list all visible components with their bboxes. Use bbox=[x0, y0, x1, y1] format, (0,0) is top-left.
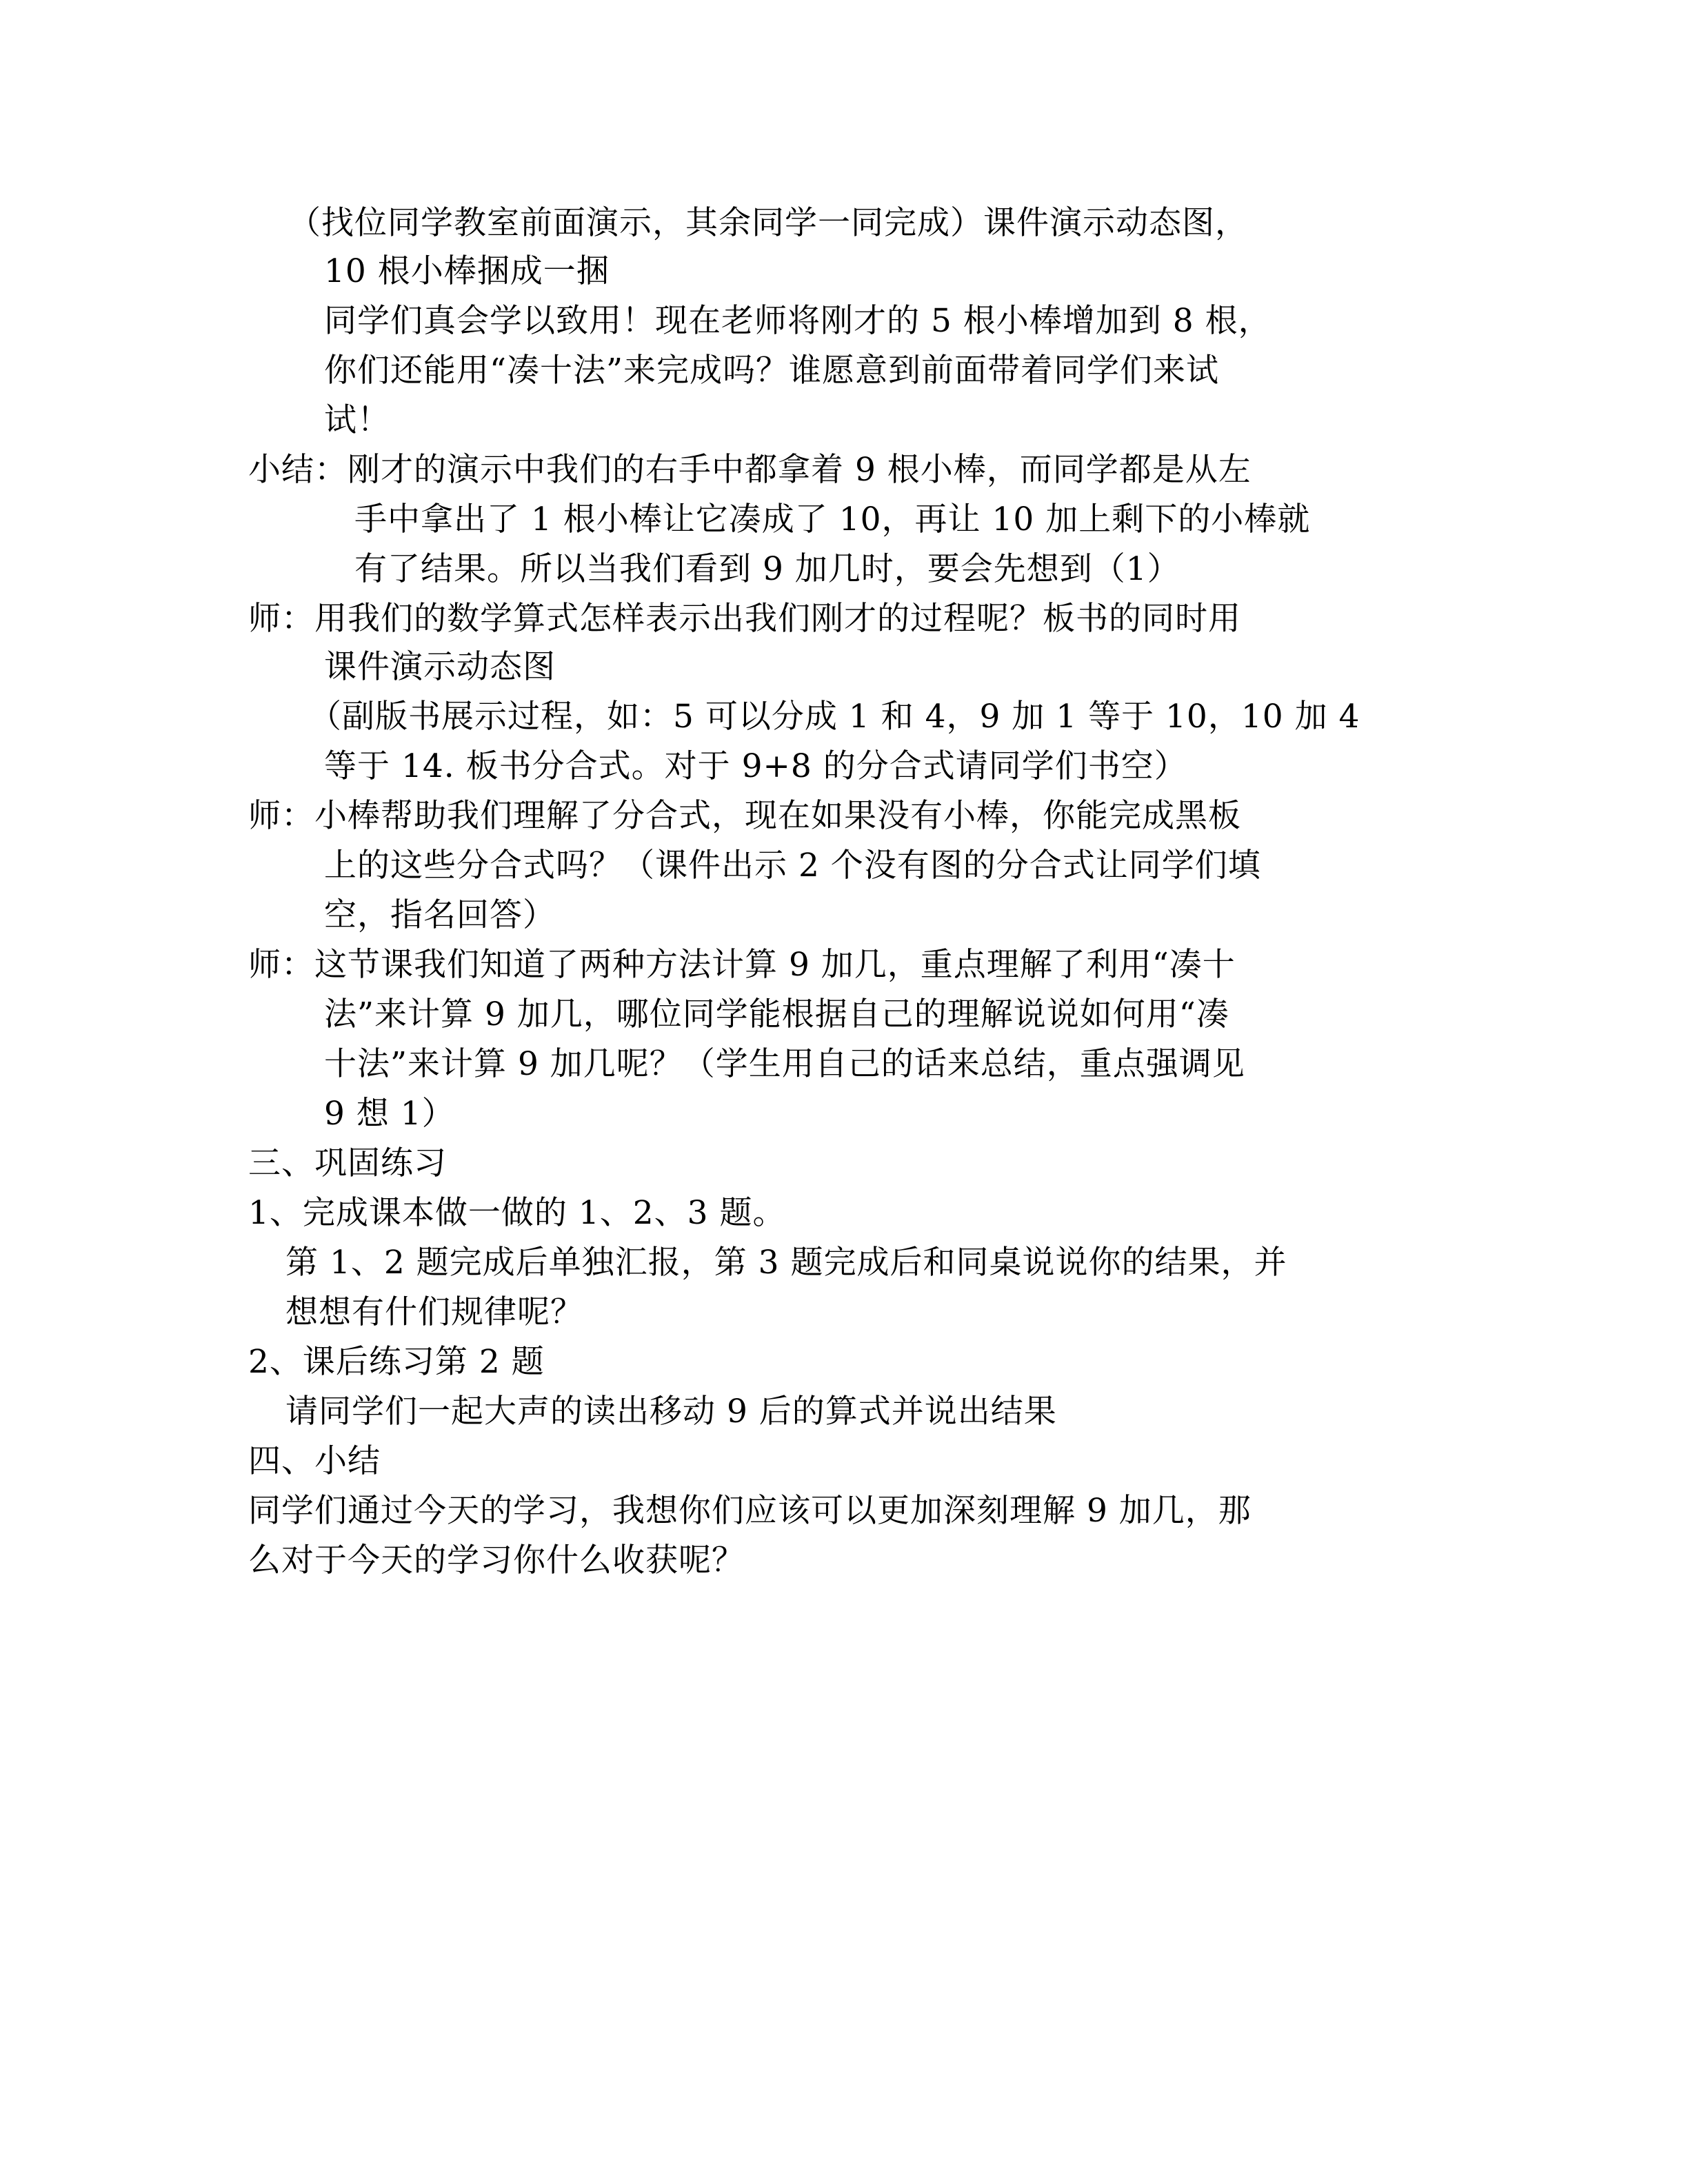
text-line-17: 法”来计算 9 加几，哪位同学能根据自己的理解说说如何用“凑 bbox=[324, 995, 1229, 1033]
text-line-15: 空，指名回答） bbox=[324, 896, 556, 934]
text-line-26: 四、小结 bbox=[248, 1442, 381, 1480]
text-line-9: 师：用我们的数学算式怎样表示出我们刚才的过程呢？板书的同时用 bbox=[248, 600, 1241, 638]
text-line-6: 小结：刚才的演示中我们的右手中都拿着 9 根小棒，而同学都是从左 bbox=[248, 451, 1252, 489]
text-line-13: 师：小棒帮助我们理解了分合式，现在如果没有小棒，你能完成黑板 bbox=[248, 797, 1241, 835]
text-line-1: （找位同学教室前面演示，其余同学一同完成）课件演示动态图， bbox=[288, 204, 1248, 242]
text-line-23: 想想有什们规律呢？ bbox=[285, 1293, 583, 1331]
text-line-19: 9 想 1） bbox=[324, 1095, 455, 1133]
text-line-4: 你们还能用“凑十法”来完成吗？谁愿意到前面带着同学们来试 bbox=[324, 352, 1220, 390]
text-line-8: 有了结果。所以当我们看到 9 加几时，要会先想到（1） bbox=[354, 550, 1180, 588]
text-line-11: （副版书展示过程，如：5 可以分成 1 和 4，9 加 1 等于 10，10 加 4 bbox=[309, 698, 1360, 736]
text-line-28: 么对于今天的学习你什么收获呢？ bbox=[248, 1541, 745, 1579]
text-line-18: 十法”来计算 9 加几呢？（学生用自己的话来总结，重点强调见 bbox=[324, 1045, 1245, 1083]
text-line-3: 同学们真会学以致用！现在老师将刚才的 5 根小棒增加到 8 根， bbox=[324, 302, 1272, 340]
text-line-10: 课件演示动态图 bbox=[324, 648, 556, 686]
text-line-21: 1、完成课本做一做的 1、2、3 题。 bbox=[248, 1194, 786, 1232]
text-line-7: 手中拿出了 1 根小棒让它凑成了 10，再让 10 加上剩下的小棒就 bbox=[354, 501, 1311, 538]
text-line-16: 师：这节课我们知道了两种方法计算 9 加几，重点理解了利用“凑十 bbox=[248, 946, 1236, 984]
text-line-12: 等于 14. 板书分合式。对于 9+8 的分合式请同学们书空） bbox=[324, 747, 1187, 785]
text-line-5: 试！ bbox=[324, 401, 390, 439]
text-line-14: 上的这些分合式吗？（课件出示 2 个没有图的分合式让同学们填 bbox=[324, 847, 1261, 884]
text-line-2: 10 根小棒捆成一捆 bbox=[324, 252, 610, 290]
text-line-24: 2、课后练习第 2 题 bbox=[248, 1343, 545, 1381]
text-line-25: 请同学们一起大声的读出移动 9 后的算式并说出结果 bbox=[285, 1393, 1057, 1430]
text-line-27: 同学们通过今天的学习，我想你们应该可以更加深刻理解 9 加几，那 bbox=[248, 1492, 1252, 1530]
text-line-22: 第 1、2 题完成后单独汇报，第 3 题完成后和同桌说说你的结果，并 bbox=[285, 1244, 1287, 1282]
text-line-20: 三、巩固练习 bbox=[248, 1144, 447, 1182]
